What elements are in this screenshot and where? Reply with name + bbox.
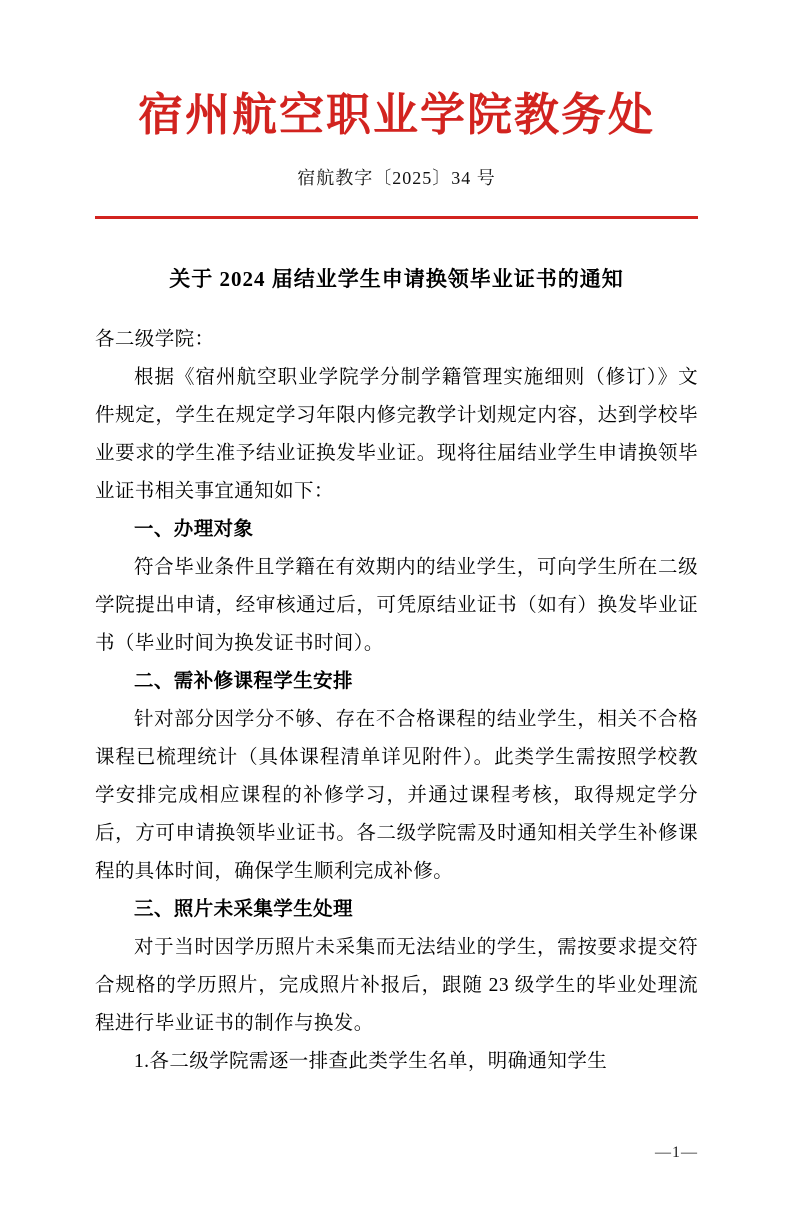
paragraph: 对于当时因学历照片未采集而无法结业的学生，需按要求提交符合规格的学历照片，完成照片补报后，跟随 23 级学生的毕业处理流程进行毕业证书的制作与换发。 xyxy=(95,937,698,1035)
paragraph: 根据《宿州航空职业学院学分制学籍管理实施细则（修订）》文件规定，学生在规定学习年限内修完教学计划规定内容，达到学校毕业要求的学生准予结业证换发毕业证。现将往届结业学生申请换领毕业证书相关事宜通知如下： xyxy=(95,367,698,503)
document-page xyxy=(0,88,793,1210)
notice-title: 关于 2024 届结业学生申请换领毕业证书的通知 xyxy=(169,267,624,291)
document-number: 宿航教字〔2025〕34 号 xyxy=(297,168,496,188)
document-body xyxy=(95,321,698,1081)
paragraph: 符合毕业条件且学籍在有效期内的结业学生，可向学生所在二级学院提出申请，经审核通过后，可凭原结业证书（如有）换发毕业证书（毕业时间为换发证书时间）。 xyxy=(95,557,698,655)
document-title: 宿州航空职业学院教务处 xyxy=(137,90,655,140)
section-heading: 二、需补修课程学生安排 xyxy=(134,671,353,693)
paragraph: 1.各二级学院需逐一排查此类学生名单，明确通知学生 xyxy=(134,1051,608,1073)
page-number: —1— xyxy=(655,1144,698,1161)
section-heading: 一、办理对象 xyxy=(134,519,254,541)
red-divider-rule xyxy=(95,216,698,219)
section-heading: 三、照片未采集学生处理 xyxy=(134,899,353,921)
paragraph: 各二级学院： xyxy=(95,329,215,350)
paragraph: 针对部分因学分不够、存在不合格课程的结业学生，相关不合格课程已梳理统计（具体课程清单详见附件）。此类学生需按照学校教学安排完成相应课程的补修学习，并通过课程考核，取得规定学分后，方可申请换领毕业证书。各二级学院需及时通知相关学生补修课程的具体时间，确保学生顺利完成补修。 xyxy=(95,709,698,883)
